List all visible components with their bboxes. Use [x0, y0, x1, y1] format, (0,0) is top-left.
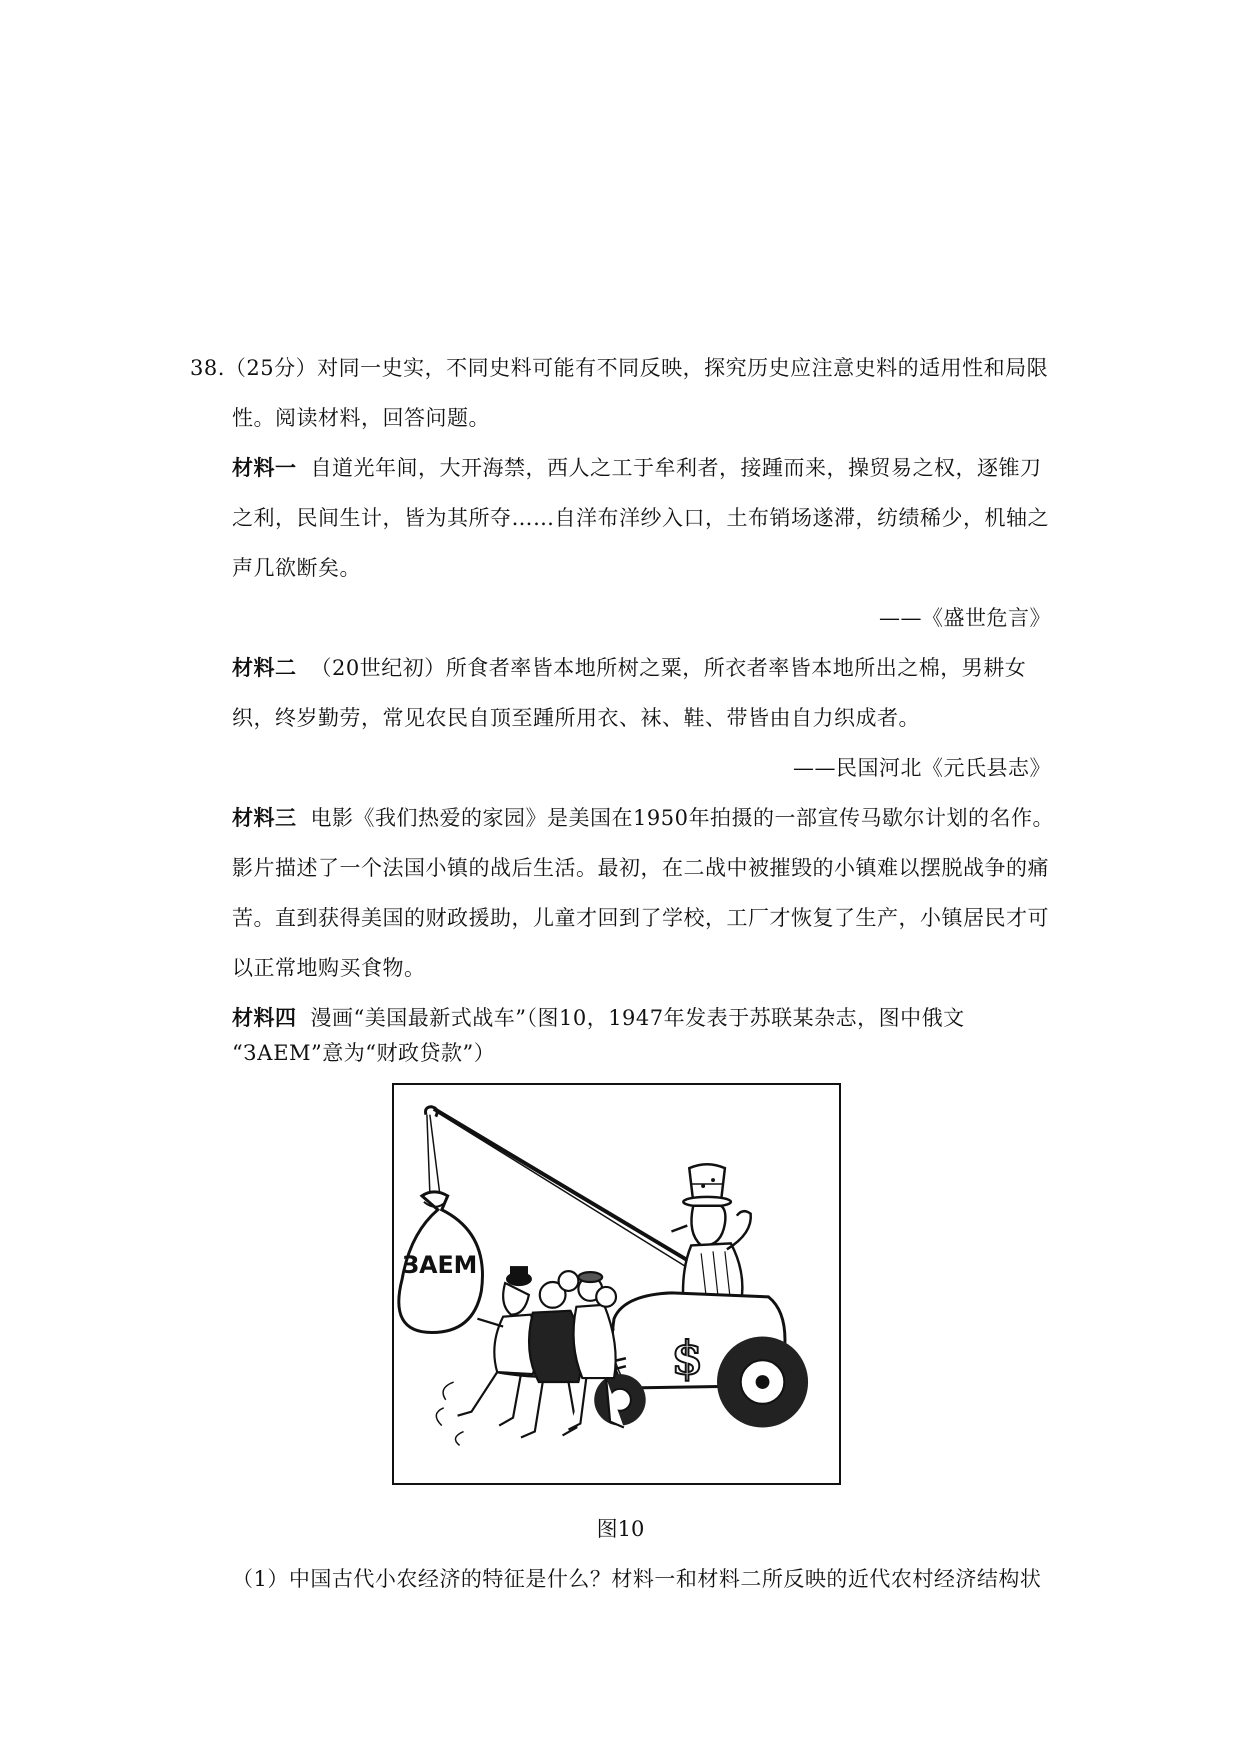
- sub-question-1: （1）中国古代小农经济的特征是什么？材料一和材料二所反映的近代农村经济结构状: [232, 1567, 1042, 1591]
- material1-line2: 之利，民间生计，皆为其所夺……自洋布洋纱入口，土布销场遂滞，纺绩稀少，机轴之: [232, 506, 1049, 530]
- material4-line2: “ЗАЕМ”意为“财政贷款”）: [232, 1041, 496, 1065]
- uncle-sam-head: [691, 1206, 725, 1246]
- material3-label: 材料三: [232, 806, 297, 830]
- cigar: [671, 1226, 687, 1232]
- question-intro-line1: 38.（25分）对同一史实，不同史料可能有不同反映，探究历史应注意史料的适用性和局限: [190, 356, 1049, 380]
- material2-line1: [232, 653, 1026, 683]
- material1-label: 材料一: [232, 456, 297, 480]
- material2-line2: 织，终岁勤劳，常见农民自顶至踵所用衣、袜、鞋、带皆由自力织成者。: [232, 706, 920, 730]
- cartoon-figure: [392, 1083, 841, 1485]
- material2-source: ——民国河北《元氏县志》: [793, 756, 1051, 780]
- material4-text1: 漫画“美国最新式战车”（图10，1947年发表于苏联某杂志，图中俄文: [310, 1006, 965, 1030]
- material2-text1: （20世纪初）所食者率皆本地所树之粟，所衣者率皆本地所出之棉，男耕女: [310, 656, 1027, 680]
- material1-source: ——《盛世危言》: [879, 606, 1051, 630]
- bag-label-text: ЗАЕМ: [402, 1251, 478, 1280]
- cartoon-illustration: [394, 1085, 839, 1483]
- figure-caption: 图10: [596, 1517, 645, 1541]
- material2-label: 材料二: [232, 656, 297, 680]
- material3-line4: 以正常地购买食物。: [232, 956, 426, 980]
- material3-line1: [232, 803, 1054, 833]
- material1-line3: 声几欲断矣。: [232, 556, 361, 580]
- material3-text1: 电影《我们热爱的家园》是美国在1950年拍摄的一部宣传马歇尔计划的名作。: [310, 806, 1054, 830]
- material3-line2: 影片描述了一个法国小镇的战后生活。最初，在二战中被摧毁的小镇难以摆脱战争的痛: [232, 856, 1049, 880]
- material3-line3: 苦。直到获得美国的财政援助，儿童才回到了学校，工厂才恢复了生产，小镇居民才可: [232, 906, 1049, 930]
- material1-line1: [232, 453, 1042, 483]
- material4-label: 材料四: [232, 1006, 297, 1030]
- material1-text1: 自道光年间，大开海禁，西人之工于牟利者，接踵而来，操贸易之权，逐锥刀: [310, 456, 1042, 480]
- dollar-sign: $: [671, 1331, 704, 1386]
- question-intro-line2: 性。阅读材料，回答问题。: [232, 406, 490, 430]
- material4-line1: [232, 1003, 965, 1033]
- bag-string: [427, 1115, 430, 1194]
